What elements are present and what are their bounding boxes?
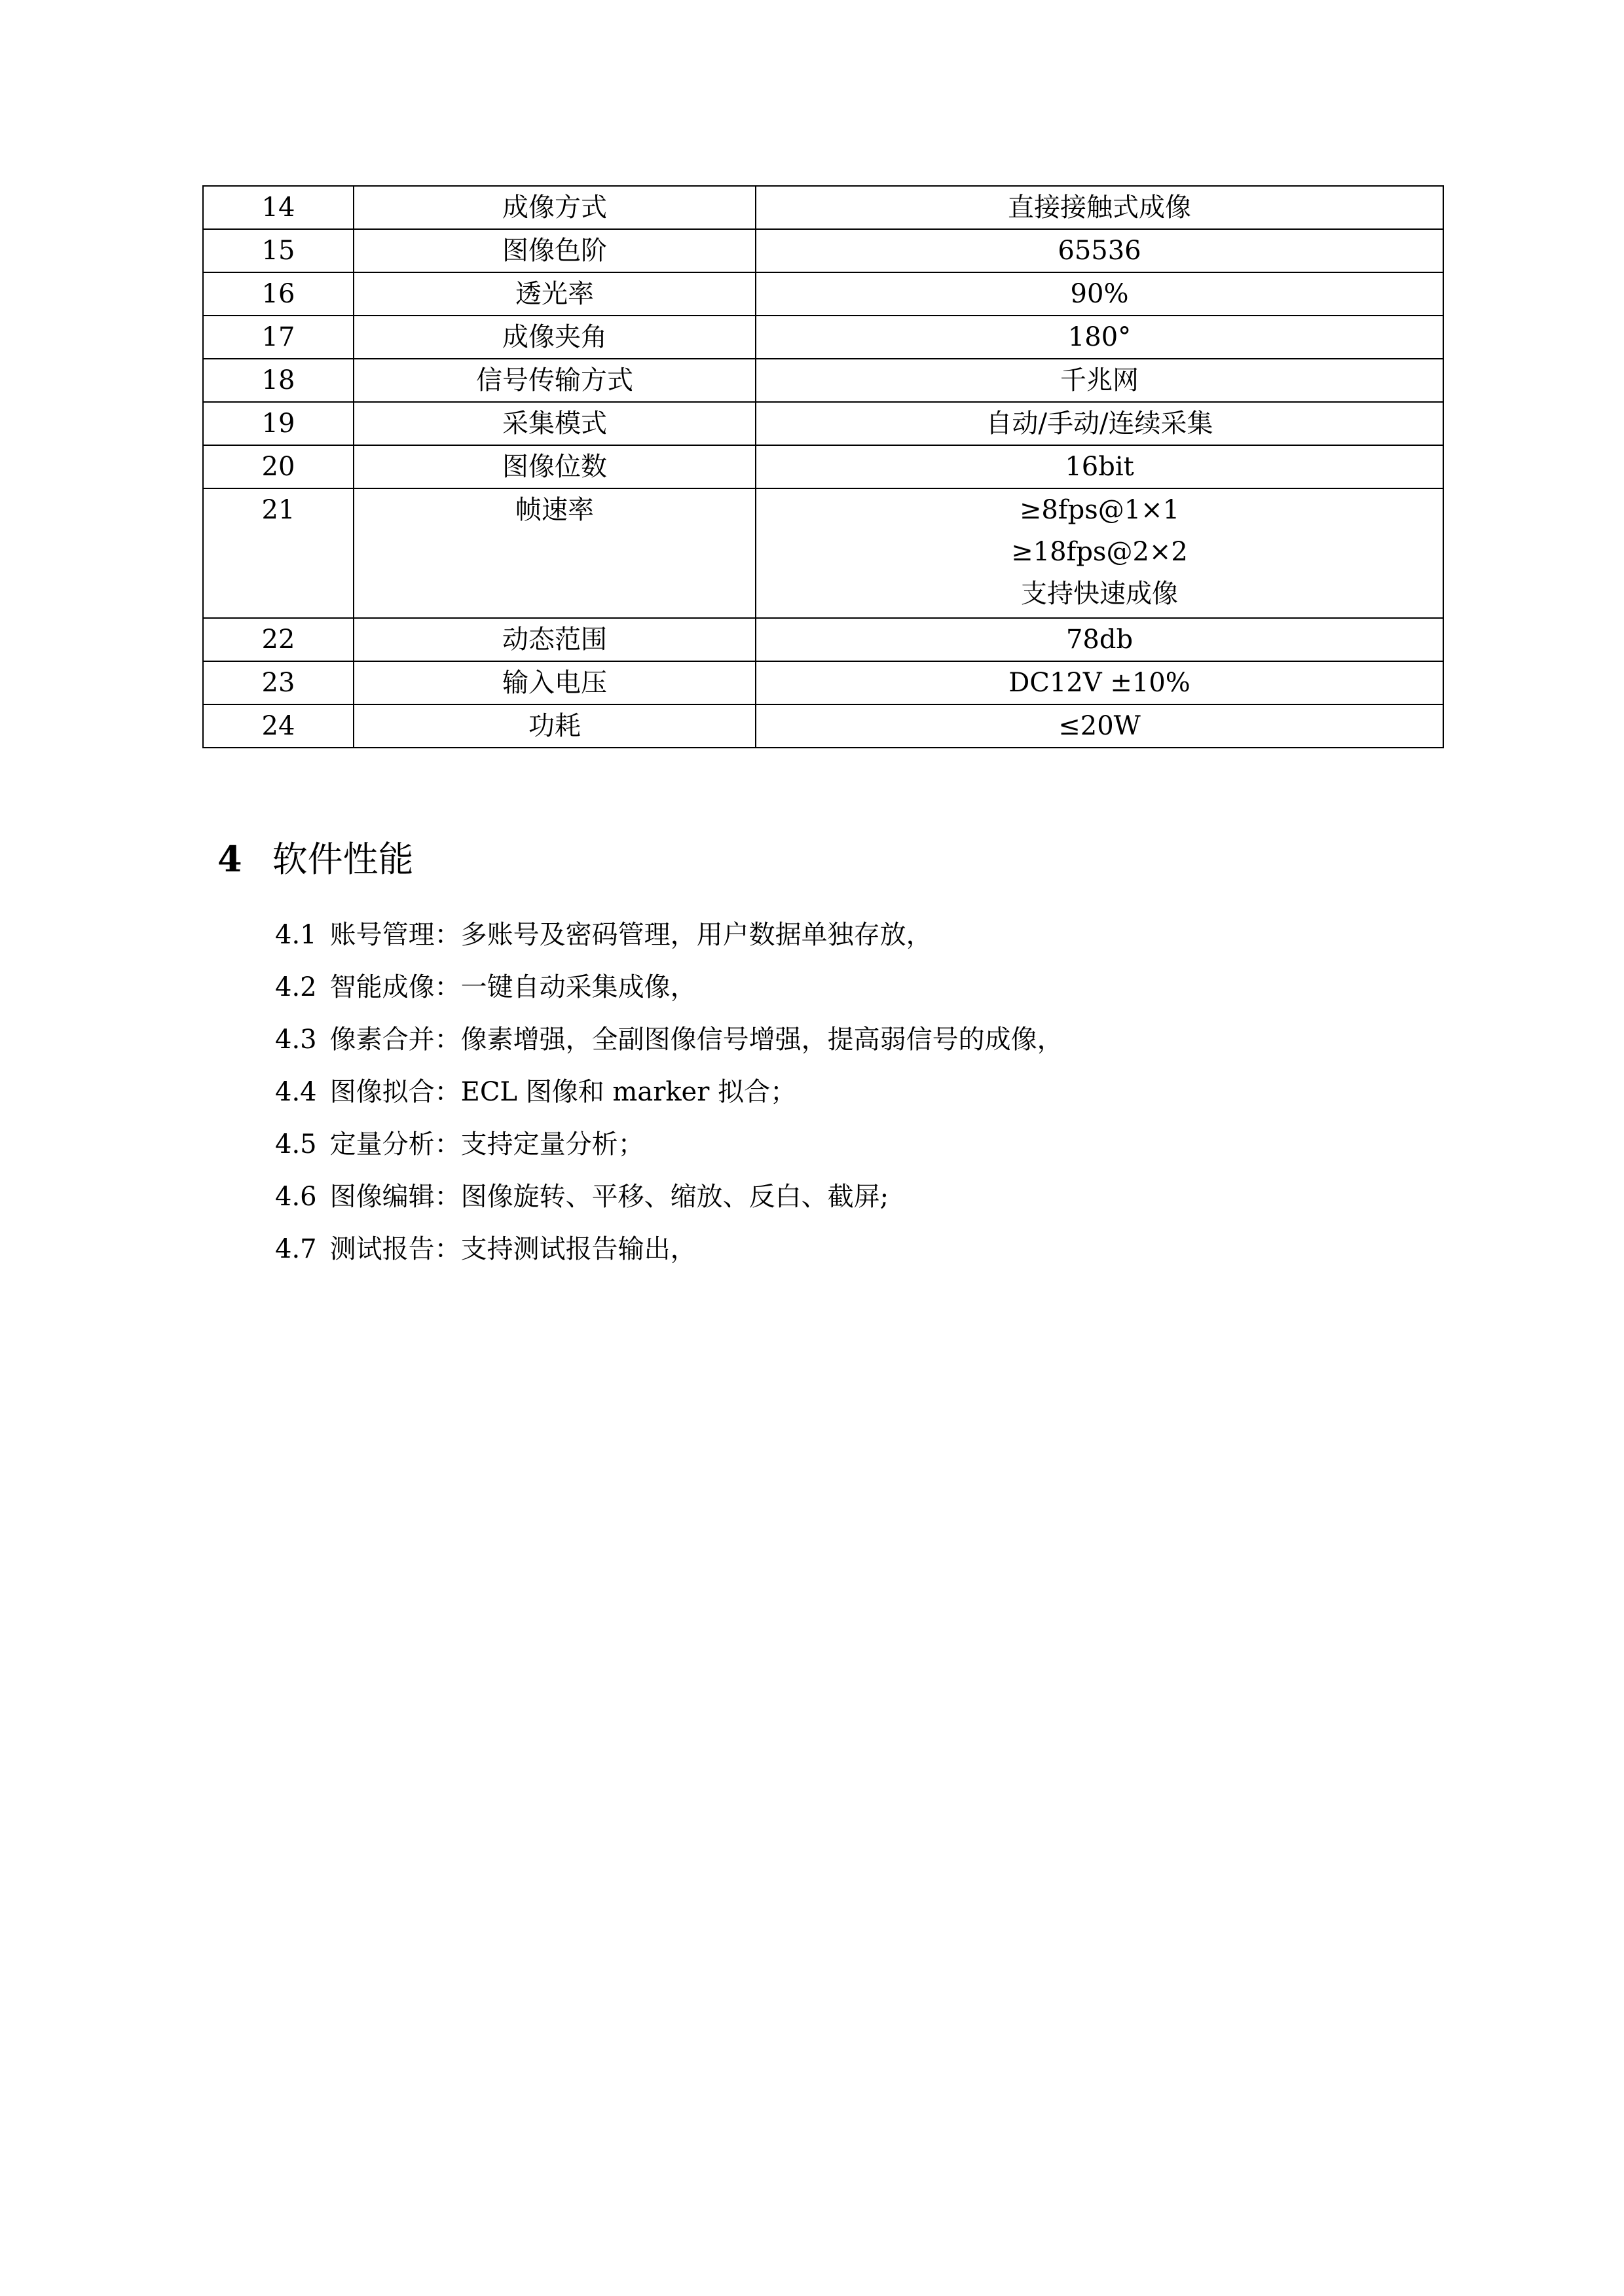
item-text: 账号管理：多账号及密码管理，用户数据单独存放， xyxy=(329,920,932,950)
param-value xyxy=(756,661,1443,704)
spec-table xyxy=(202,185,1444,748)
item-number: 4.3 xyxy=(275,1025,317,1055)
table-row xyxy=(203,186,1443,229)
param-name: 采集模式 xyxy=(354,402,756,445)
item-number: 4.6 xyxy=(275,1182,317,1212)
param-name: 帧速率 xyxy=(354,488,756,618)
param-name: 透光率 xyxy=(354,272,756,316)
table-row xyxy=(203,272,1443,316)
value-line: 78db xyxy=(1065,625,1134,655)
section-title: 软件性能 xyxy=(272,839,414,880)
value-line: 180° xyxy=(1067,322,1132,352)
row-number: 22 xyxy=(203,618,354,661)
list-item xyxy=(275,1118,1063,1171)
row-number: 16 xyxy=(203,272,354,316)
item-text: 定量分析：支持定量分析； xyxy=(329,1129,644,1159)
value-line: DC12V ±10% xyxy=(1008,668,1190,698)
value-line: 90% xyxy=(1070,279,1129,309)
table-row xyxy=(203,445,1443,488)
item-number: 4.1 xyxy=(275,920,317,950)
list-item xyxy=(275,1171,1063,1223)
row-number: 24 xyxy=(203,704,354,748)
param-value xyxy=(756,445,1443,488)
row-number: 23 xyxy=(203,661,354,704)
param-value xyxy=(756,316,1443,359)
list-item xyxy=(275,909,1063,961)
table-row xyxy=(203,316,1443,359)
table-row xyxy=(203,661,1443,704)
row-number: 20 xyxy=(203,445,354,488)
value-line: 自动/手动/连续采集 xyxy=(986,409,1213,439)
param-value xyxy=(756,186,1443,229)
list-item xyxy=(275,1013,1063,1066)
param-value xyxy=(756,488,1443,618)
table-row xyxy=(203,488,1443,618)
value-line: 16bit xyxy=(1065,452,1134,482)
item-number: 4.5 xyxy=(275,1129,317,1159)
value-line: 65536 xyxy=(1058,236,1141,266)
value-line: ≥18fps@2×2 xyxy=(1011,537,1188,567)
item-number: 4.7 xyxy=(275,1234,317,1264)
item-text: 图像编辑：图像旋转、平移、缩放、反白、截屏; xyxy=(329,1182,889,1212)
param-value xyxy=(756,229,1443,272)
param-value xyxy=(756,272,1443,316)
row-number: 17 xyxy=(203,316,354,359)
list-item xyxy=(275,1066,1063,1118)
item-text: 图像拟合：ECL 图像和 marker 拟合； xyxy=(329,1077,797,1107)
param-value xyxy=(756,618,1443,661)
value-line: 直接接触式成像 xyxy=(1008,192,1191,223)
item-number: 4.2 xyxy=(275,972,317,1002)
list-item xyxy=(275,1223,1063,1275)
table-row xyxy=(203,704,1443,748)
param-name: 成像夹角 xyxy=(354,316,756,359)
value-line: ≥8fps@1×1 xyxy=(1019,495,1180,525)
item-text: 测试报告：支持测试报告输出， xyxy=(329,1234,697,1264)
param-name: 图像色阶 xyxy=(354,229,756,272)
param-name: 信号传输方式 xyxy=(354,359,756,402)
param-name: 输入电压 xyxy=(354,661,756,704)
table-row xyxy=(203,402,1443,445)
param-name: 成像方式 xyxy=(354,186,756,229)
row-number: 19 xyxy=(203,402,354,445)
item-number: 4.4 xyxy=(275,1077,317,1107)
row-number: 14 xyxy=(203,186,354,229)
row-number: 18 xyxy=(203,359,354,402)
row-number: 21 xyxy=(203,488,354,618)
list-item xyxy=(275,961,1063,1013)
param-name: 动态范围 xyxy=(354,618,756,661)
param-value xyxy=(756,704,1443,748)
table-row xyxy=(203,229,1443,272)
row-number: 15 xyxy=(203,229,354,272)
param-value xyxy=(756,359,1443,402)
value-line: 支持快速成像 xyxy=(1021,579,1178,609)
item-text: 智能成像：一键自动采集成像， xyxy=(329,972,697,1002)
table-row xyxy=(203,618,1443,661)
param-name: 图像位数 xyxy=(354,445,756,488)
value-line: ≤20W xyxy=(1058,711,1141,741)
value-line: 千兆网 xyxy=(1060,365,1139,395)
param-name: 功耗 xyxy=(354,704,756,748)
section-number: 4 xyxy=(217,838,242,880)
param-value xyxy=(756,402,1443,445)
table-row xyxy=(203,359,1443,402)
feature-list xyxy=(275,909,1063,1275)
item-text: 像素合并：像素增强，全副图像信号增强，提高弱信号的成像， xyxy=(329,1025,1063,1055)
section-heading xyxy=(217,833,414,886)
